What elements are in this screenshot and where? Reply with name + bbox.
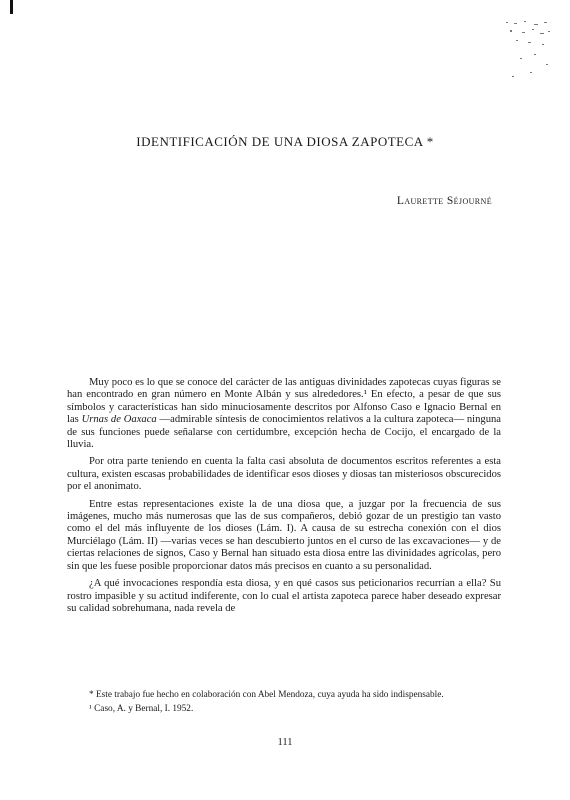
footnote: * Este trabajo fue hecho en colaboración con Abel Mendoza, cuya ayuda ha sido indispensable. [89, 690, 444, 700]
page-number: 111 [277, 737, 293, 748]
paragraph: ¿A qué invocaciones respondía esta diosa, y en qué casos sus peticionarios recurrían a ella? Su rostro impasible y su actitud indiferente, con lo cual el artista zapoteca parece haber deseado expresar su calidad sobrehumana, nada revela de [67, 578, 501, 614]
paragraph: Entre estas representaciones existe la de una diosa que, a juzgar por la frecuencia de sus imágenes, mucho más numerosas que las de sus compañeros, debió gozar de un prestigio tan vasto como el del más influyente de los dioses (Lám. I). A causa de su estrecha conexión con el dios Murciélago (Lám. II) —varias veces se han descubierto juntos en el curso de las excavaciones— y de ciertas relaciones de signos, Caso y Bernal han situado esta diosa entre las divinidades agrícolas, pero sin que les fuese posible proporcionar datos más precisos en cuanto a su personalidad. [67, 498, 501, 572]
scan-noise-speckles [504, 20, 552, 80]
author-name: Laurette Séjourné [396, 195, 492, 207]
book-title-italic: Urnas de Oaxaca [81, 414, 157, 426]
paragraph-text: —admirable síntesis de conocimientos relativos a la cultura zapoteca— ninguna de sus funciones puede señalarse con certidumbre, excepción hecha de Cocijo, el encargado de la lluvia. [67, 414, 502, 451]
article-body [67, 377, 501, 620]
footnote: ¹ Caso, A. y Bernal, I. 1952. [89, 704, 194, 714]
article-title: IDENTIFICACIÓN DE UNA DIOSA ZAPOTECA * [136, 134, 434, 149]
footnotes [67, 690, 501, 718]
paragraph-text: Muy poco es lo que se conoce del carácter de las antiguas divinidades zapotecas cuyas figuras se han encontrado en gran número en Monte Albán y sus alrededores.¹ En efecto, a pesar de que sus símbolos y características han sido minuciosamente descritos por Alfonso Caso e Ignacio Bernal en las [67, 377, 501, 426]
scan-edge-mark [10, 0, 13, 14]
paragraph: Por otra parte teniendo en cuenta la falta casi absoluta de documentos escritos referentes a esta cultura, existen escasas probabilidades de identificar esos dioses y diosas tan misteriosos obscurecidos por el anonimato. [67, 456, 501, 493]
paragraph [67, 377, 501, 451]
